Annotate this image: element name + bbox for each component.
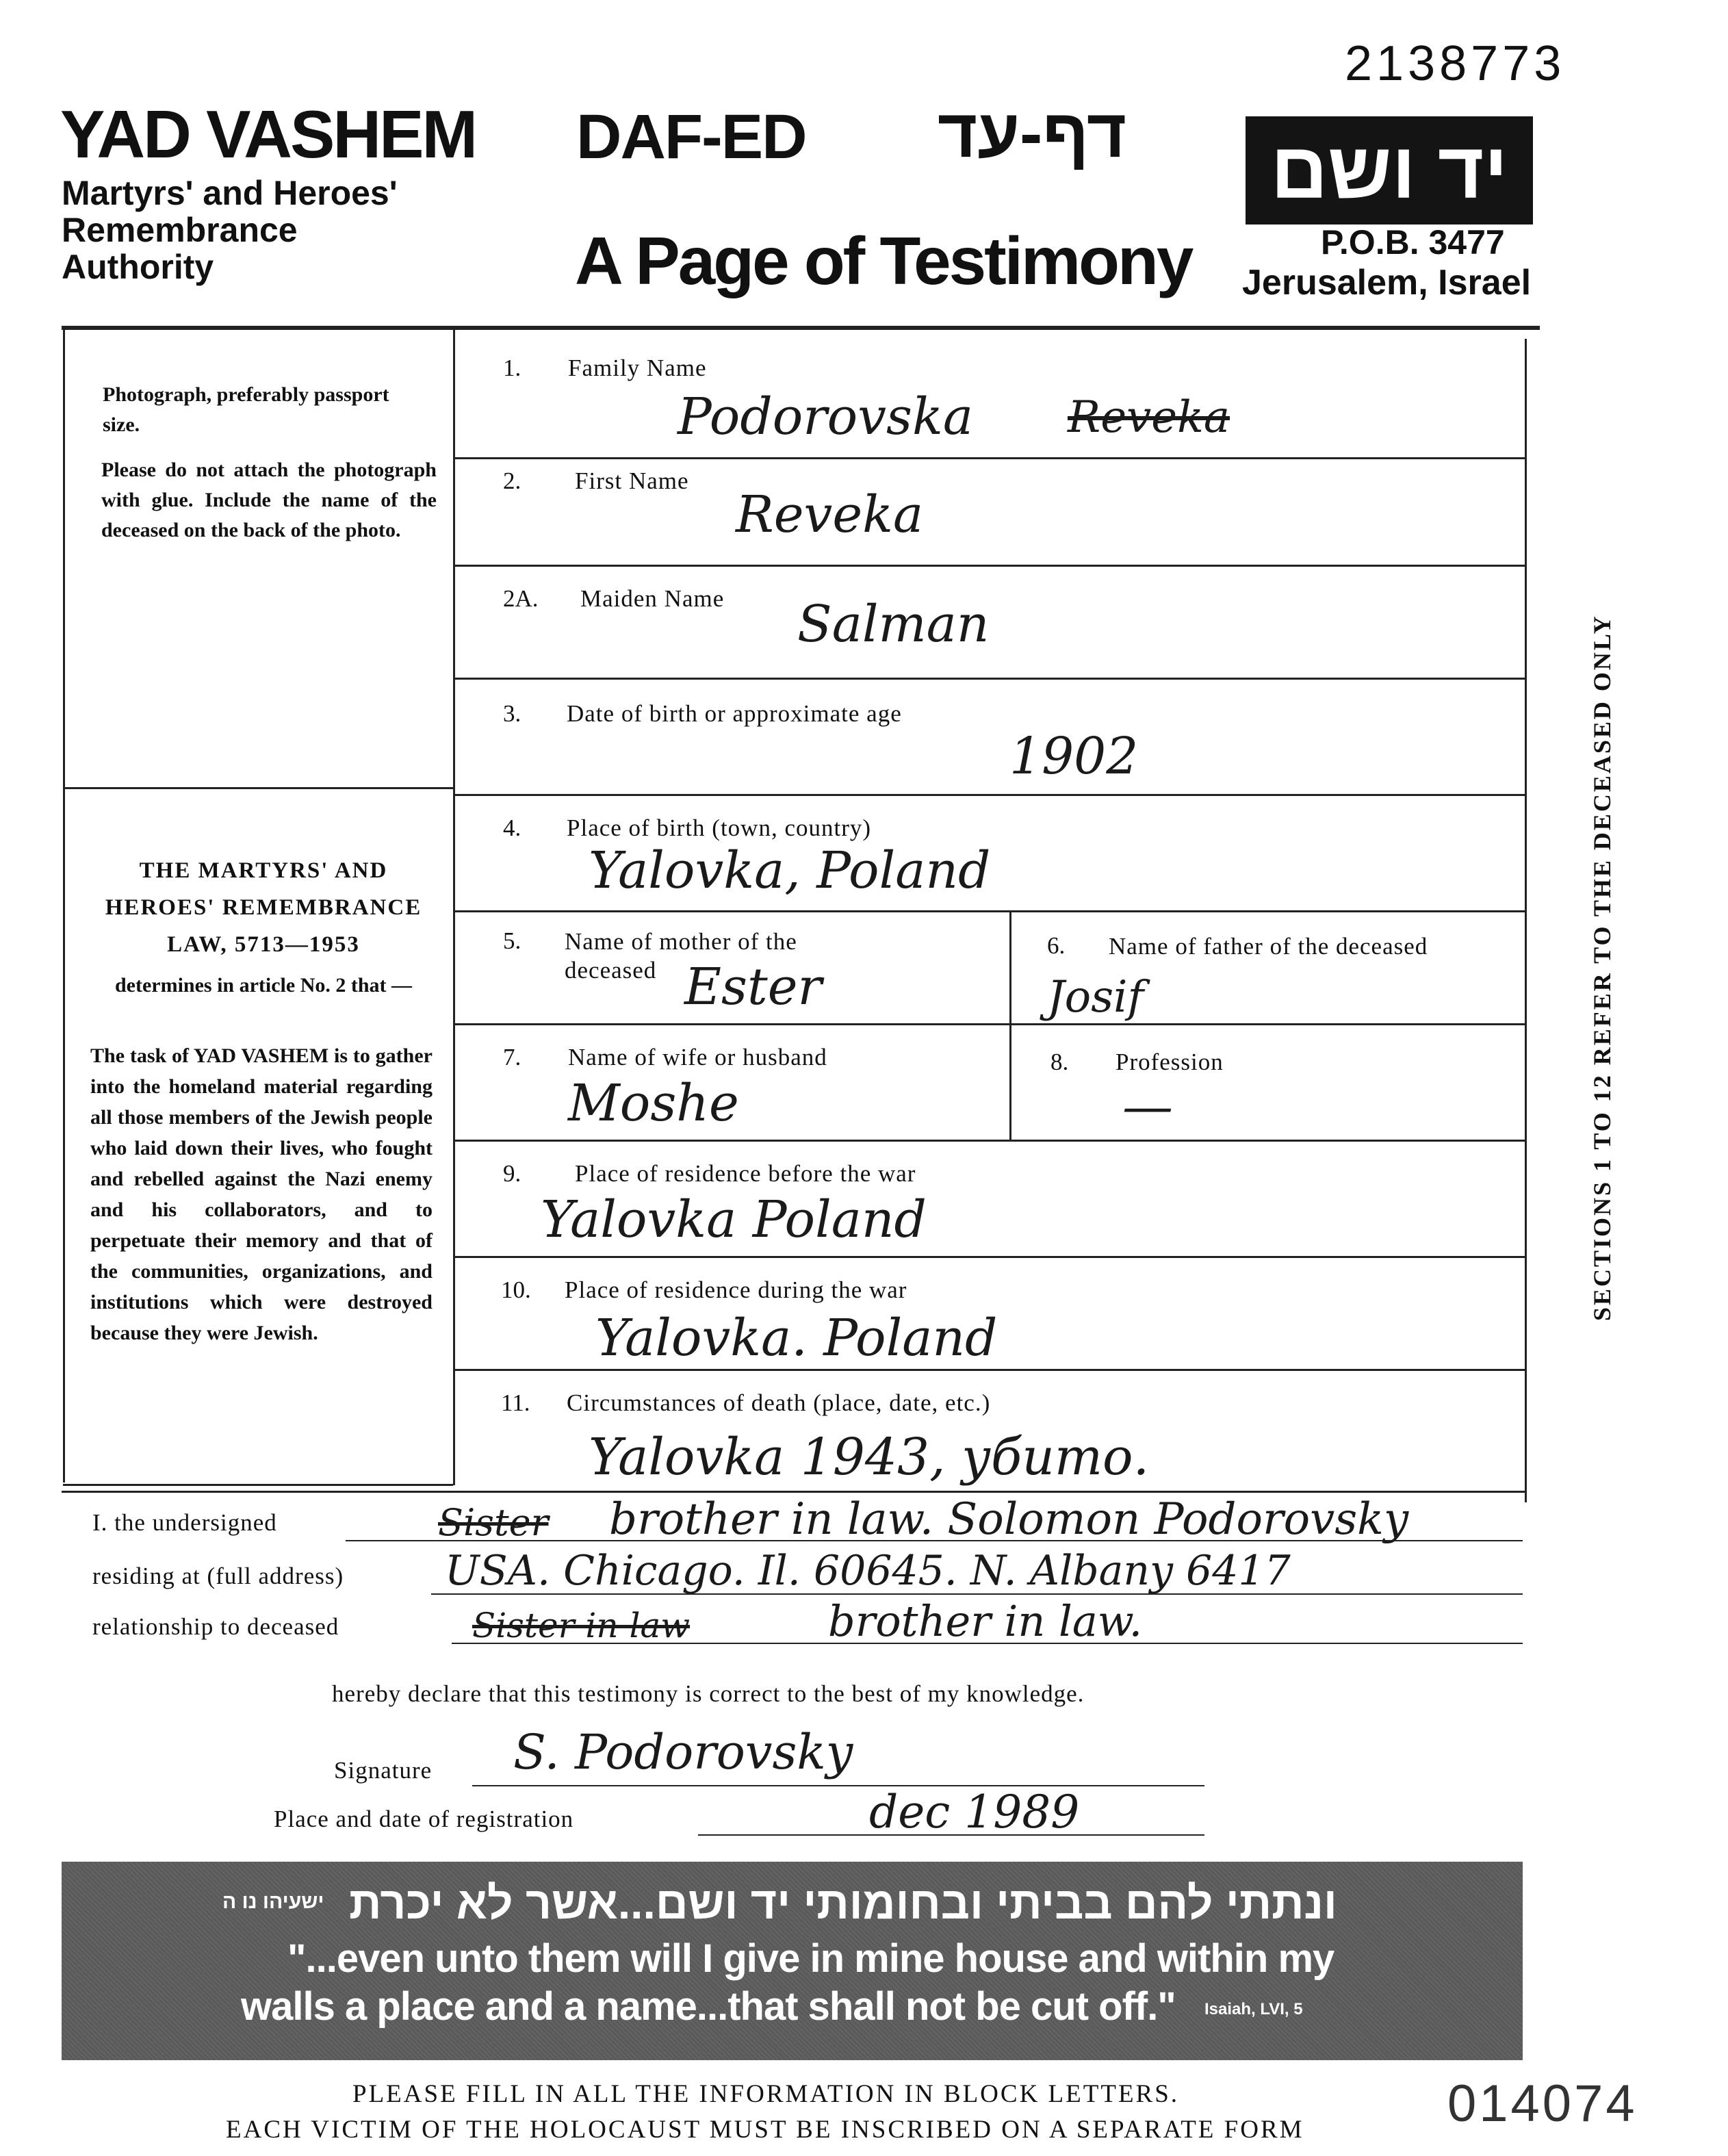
stamp-number: 014074	[1447, 2075, 1638, 2133]
footer-line-2: EACH VICTIM OF THE HOLOCAUST MUST BE INSCRIBED ON A SEPARATE FORM	[226, 2116, 1304, 2144]
relationship-struck: Sister in law	[472, 1606, 691, 1645]
form-right-border	[1525, 339, 1527, 1502]
maiden-name-label: Maiden Name	[580, 585, 725, 612]
residence-before-label: Place of residence before the war	[575, 1160, 916, 1187]
row-divider-5	[455, 910, 1525, 912]
family-name-value[interactable]: Podorovska	[678, 387, 973, 446]
relationship-value[interactable]: brother in law.	[828, 1596, 1143, 1646]
field-5-number: 5.	[503, 927, 521, 954]
address-line	[431, 1593, 1523, 1595]
city: Jerusalem, Israel	[1242, 263, 1532, 303]
row-divider-1	[455, 457, 1525, 459]
scripture-banner	[62, 1862, 1523, 2060]
registration-line	[698, 1834, 1204, 1836]
signature-label: Signature	[334, 1757, 433, 1784]
field-4-number: 4.	[503, 814, 521, 841]
banner-line-2: walls a place and a name...that shall not be cut off."	[241, 1984, 1176, 2029]
residence-during-value[interactable]: Yalovka. Poland	[595, 1309, 998, 1368]
page-title: A Page of Testimony	[575, 223, 1192, 298]
sidebar-bottom	[63, 1484, 453, 1486]
field-11-number: 11.	[501, 1389, 530, 1416]
banner-reference: Isaiah, LVI, 5	[1204, 2000, 1303, 2018]
first-name-label: First Name	[575, 467, 689, 494]
row-divider-3	[455, 678, 1525, 680]
row-divider-6	[455, 1023, 1525, 1025]
row-divider-9	[455, 1369, 1525, 1371]
field-6-number: 6.	[1047, 932, 1066, 959]
circumstances-value[interactable]: Yalovka 1943, убито.	[589, 1428, 1150, 1487]
father-label: Name of father of the deceased	[1109, 933, 1428, 960]
sections-side-note: SECTIONS 1 TO 12 REFER TO THE DECEASED ONLY	[1588, 614, 1616, 1321]
profession-value[interactable]: —	[1122, 1077, 1173, 1136]
field-9-number: 9.	[503, 1160, 521, 1187]
spouse-label: Name of wife or husband	[568, 1044, 827, 1070]
maiden-name-value[interactable]: Salman	[797, 595, 990, 654]
field-8-number: 8.	[1050, 1049, 1069, 1075]
undersigned-value[interactable]: brother in law. Solomon Podorovsky	[609, 1494, 1409, 1545]
org-subtitle-line-1: Martyrs' and Heroes'	[62, 174, 398, 212]
row-divider-4	[455, 794, 1525, 796]
row-divider-8	[455, 1256, 1525, 1258]
field-7-number: 7.	[503, 1044, 521, 1070]
row-divider-2	[455, 565, 1525, 567]
row-divider-7	[455, 1140, 1525, 1142]
birth-place-value[interactable]: Yalovka, Poland	[589, 841, 991, 900]
relationship-label: relationship to deceased	[92, 1613, 339, 1640]
law-text: The task of YAD VASHEM is to gather into the homeland material regarding all those members of the Jewish people who laid down their lives, who fought and rebelled against the Nazi enemy and his collaborators, and to perpetuate their memory and that of the communities, organizations, and institutions which were destroyed because they were Jewish.	[90, 1044, 433, 1344]
banner-hebrew-ref: ישעיהו נו ה	[222, 1890, 324, 1913]
sidebar-divider	[453, 329, 455, 1485]
relationship-line	[452, 1643, 1523, 1644]
birth-date-label: Date of birth or approximate age	[567, 700, 902, 727]
form-left-border	[63, 326, 65, 1483]
field-2-number: 2.	[503, 467, 521, 494]
registration-label: Place and date of registration	[274, 1806, 574, 1832]
logo-hebrew-text: יד ושם	[1270, 126, 1508, 215]
undersigned-struck: Sister	[438, 1501, 549, 1544]
org-subtitle	[62, 175, 398, 285]
declaration-top-border	[62, 1491, 1526, 1493]
banner-line-1: "...even unto them will I give in mine house and within my	[287, 1936, 1334, 1981]
residence-during-label: Place of residence during the war	[565, 1276, 907, 1303]
residence-before-value[interactable]: Yalovka Poland	[541, 1190, 927, 1249]
address-label: residing at (full address)	[92, 1563, 344, 1589]
document-number: 2138773	[1345, 36, 1566, 91]
footer-line-1: PLEASE FILL IN ALL THE INFORMATION IN BLOCK LETTERS.	[352, 2080, 1180, 2108]
photo-instructions-title: Photograph, preferably passport size.	[103, 383, 389, 436]
father-value[interactable]: Josif	[1047, 972, 1144, 1023]
photo-instructions-note: Please do not attach the photograph with glue. Include the name of the deceased on the back of the photo.	[101, 459, 437, 541]
law-intro: determines in article No. 2 that —	[114, 974, 413, 997]
pob: P.O.B. 3477	[1321, 223, 1505, 261]
banner-hebrew: ונתתי להם בביתי ובחומותי יד ושם...אשר לא יכרת	[349, 1877, 1337, 1928]
org-subtitle-line-3: Authority	[62, 248, 214, 286]
field-2a-number: 2A.	[503, 585, 539, 612]
address-value[interactable]: USA. Chicago. Il. 60645. N. Albany 6417	[445, 1547, 1291, 1595]
field-1-number: 1.	[503, 355, 521, 381]
org-name: YAD VASHEM	[60, 97, 476, 172]
family-name-struck: Reveka	[1068, 392, 1230, 443]
first-name-value[interactable]: Reveka	[736, 485, 924, 544]
declaration-text: hereby declare that this testimony is correct to the best of my knowledge.	[332, 1680, 1085, 1707]
daf-ed-title: DAF-ED	[576, 102, 806, 172]
law-title: THE MARTYRS' AND HEROES' REMEMBRANCE LAW, 5713—1953	[105, 858, 422, 957]
sidebar-split	[63, 787, 453, 789]
profession-label: Profession	[1116, 1049, 1224, 1075]
birth-date-value[interactable]: 1902	[1009, 727, 1139, 786]
mother-label: Name of mother of the deceased	[565, 928, 797, 984]
field-10-number: 10.	[501, 1276, 531, 1303]
yad-vashem-logo	[1246, 116, 1533, 224]
registration-value[interactable]: dec 1989	[869, 1786, 1080, 1838]
signature-line	[472, 1785, 1204, 1786]
undersigned-line	[346, 1540, 1523, 1541]
spouse-value[interactable]: Moshe	[568, 1074, 739, 1133]
birth-place-label: Place of birth (town, country)	[567, 814, 872, 841]
family-name-label: Family Name	[568, 355, 707, 381]
column-divider	[1009, 910, 1011, 1140]
daf-ed-hebrew: דף-עד	[938, 95, 1127, 172]
field-3-number: 3.	[503, 700, 521, 727]
signature-value[interactable]: S. Podorovsky	[513, 1724, 853, 1780]
org-subtitle-line-2: Remembrance	[62, 211, 298, 249]
form-top-border	[62, 326, 1540, 330]
circumstances-label: Circumstances of death (place, date, etc.)	[567, 1389, 991, 1416]
undersigned-label: I. the undersigned	[92, 1509, 277, 1536]
mother-value[interactable]: Ester	[684, 958, 822, 1016]
